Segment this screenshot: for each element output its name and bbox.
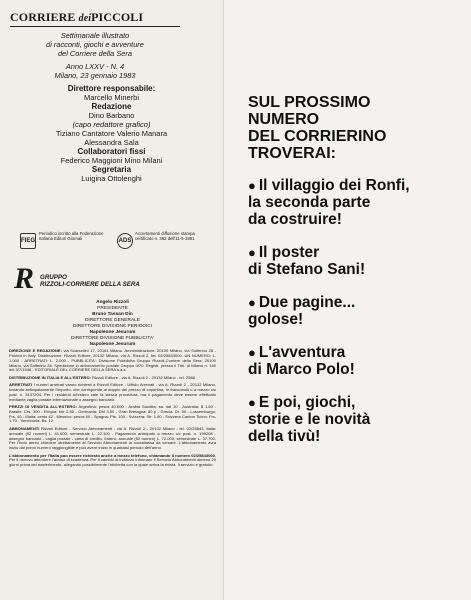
secretary-label: Segretaria xyxy=(91,165,132,174)
bullet-icon: ● xyxy=(248,395,256,410)
fieg-seal-icon: FIEG xyxy=(20,233,36,249)
magazine-subtitle xyxy=(10,31,180,58)
promo-line: di Marco Polo! xyxy=(248,361,355,378)
subtitle-line: Settimanale illustrato xyxy=(60,31,130,40)
title-main: CORRIERE xyxy=(10,10,76,24)
ads-seal-icon: ADS xyxy=(117,233,133,249)
promo-line: da costruire! xyxy=(248,211,342,228)
promo-line: storie e le novità xyxy=(248,411,371,428)
promo-line: golose! xyxy=(248,311,304,328)
person-role: DIRETTORE DIVISIONE PERIODICI xyxy=(72,324,153,329)
fine-text: Rizzoli Editore - via A. Rizzoli 2 - 20132 Milano - tel. 2588. xyxy=(92,374,197,380)
editor-name: Dino Barbano xyxy=(88,111,135,120)
publisher-block xyxy=(10,262,215,348)
fine-block xyxy=(9,405,216,424)
group-name xyxy=(40,274,140,288)
person-role: PRESIDENTE xyxy=(97,306,128,311)
fine-block xyxy=(9,349,216,373)
next-issue-promo xyxy=(248,94,460,461)
fine-heading: L'abbonamento per l'Italia puo essere richiesto anche a mezzo telefono, chiamando il numero 02/25843000. xyxy=(9,452,216,458)
headline-line: NUMERO xyxy=(248,111,320,128)
person-role: DIRETTORE DIVISIONE PUBBLICITA' xyxy=(70,336,155,341)
promo-item xyxy=(248,394,460,445)
secretary-name: Luigina Ottolenghi xyxy=(81,174,142,183)
fine-heading: DISTRIBUZIONE IN ITALIA E ALL'ESTERO: xyxy=(9,374,91,380)
headline-line: DEL CORRIERINO xyxy=(248,128,387,145)
director-label: Direttore responsabile: xyxy=(67,84,156,93)
promo-list xyxy=(248,177,460,445)
promo-item xyxy=(248,294,460,328)
fine-block xyxy=(9,383,216,402)
director-name: Marcello Minerbi xyxy=(83,93,140,102)
promo-item xyxy=(248,244,460,278)
fine-block xyxy=(9,454,216,469)
collaborators-label: Collaboratori fissi xyxy=(77,147,146,156)
fine-heading: PREZZI DI VENDITA ALL'ESTERO: xyxy=(9,403,77,409)
publisher-people xyxy=(10,300,215,348)
bullet-icon: ● xyxy=(248,295,256,310)
subtitle-line: di racconti, giochi e avventure xyxy=(46,40,144,49)
promo-line: E poi, giochi, xyxy=(258,394,356,411)
fine-block xyxy=(9,427,216,451)
promo-headline xyxy=(248,94,460,162)
headline-line: TROVERAI: xyxy=(248,145,336,162)
magazine-title xyxy=(10,10,180,27)
issue-info xyxy=(10,62,180,80)
promo-line: Il villaggio dei Ronfi, xyxy=(258,177,410,194)
registration-row xyxy=(20,229,210,257)
person-role: DIRETTORE GENERALE xyxy=(84,318,141,323)
issue-date: Milano, 23 gennaio 1983 xyxy=(54,71,136,80)
rizzoli-logo: R xyxy=(14,262,35,295)
editor-role: (capo redattore grafico) xyxy=(72,120,151,129)
promo-item xyxy=(248,177,460,228)
group-title: RIZZOLI-CORRIERE DELLA SERA xyxy=(40,281,140,288)
bullet-icon: ● xyxy=(248,245,256,260)
subtitle-line: del Corriere della Sera xyxy=(58,49,132,58)
person-name: Napoleone Jesurum xyxy=(89,342,136,347)
person-name: Bruno Tassan Din xyxy=(92,312,133,317)
fine-print xyxy=(9,349,216,471)
promo-line: Due pagine... xyxy=(258,294,356,311)
editors-line: Tiziano Cantatore Valerio Manara xyxy=(55,129,168,138)
headline-line: SUL PROSSIMO xyxy=(248,94,371,111)
left-page xyxy=(0,0,224,600)
fine-text: via Scarsellini 17, 20161 Milano. Amministrazione: 20100 Milano, via Solferino 28 - Printed in Italy. Distribuzione: Rizzoli Editore, 20132 Milano, via A. Rizzoli 2, tel. 02/25843000. UN NUMERO: L. 1.000 - ARRETRATI: L. 2.000 - PUBBLICITA': Divisione Pubblicita Gruppo Rizzoli-Corriere della Sera, 20100 Milano, via Solferino 28. Spedizione in abbonamento postale Gruppo II/70. Registr. presso il Trib. di Milano n. 140 del 3/7/1946 - EDITORIALE DEL CORRIERE DELLA SERA s.a.s. xyxy=(9,348,216,373)
masthead xyxy=(10,10,180,80)
editors-line: Alessandra Sala xyxy=(84,138,139,147)
fine-text: Rizzoli Editore - Servizio Abbonamenti - via A. Rizzoli 2 - 20132 Milano - tel. 02/25843. Italia: annuale (52 numeri) L. 41.600; semestrale L. 22.100 - Pagamento anticipato a mezzo c/c post. n. 199208 - assegno bancario - vaglia postale - carta di credito. Estero: annuale (52 numeri) L. 72.000; semestrale L. 37.700. Per l'invio aereo chiedere direttamente al Servizio Abbonamenti la sovrattassa da versare. L'abbonamento avra inizio dal primo numero raggiungibile e puo avere inizio in qualsiasi periodo dell'anno. xyxy=(9,425,216,451)
title-end: PICCOLI xyxy=(91,10,144,24)
promo-line: la seconda parte xyxy=(248,194,371,211)
group-label: GRUPPO xyxy=(40,274,67,281)
fine-block xyxy=(9,376,216,381)
promo-item xyxy=(248,344,460,378)
editorial-label: Redazione xyxy=(91,102,132,111)
promo-line: L'avventura xyxy=(258,344,346,361)
fine-heading: ABBONAMENTI xyxy=(9,425,40,431)
promo-line: di Stefano Sani! xyxy=(248,261,366,278)
bullet-icon: ● xyxy=(248,178,256,193)
collaborators-names: Federico Maggioni Mino Milani xyxy=(60,156,163,165)
fine-heading: DIREZIONE E REDAZIONE: xyxy=(9,348,62,353)
promo-line: Il poster xyxy=(258,244,320,261)
person-name: Napoleone Jesurum xyxy=(89,330,136,335)
title-small: dei xyxy=(78,13,92,24)
fine-text: Per il rinnovo attendere l'avviso di scadenza. Per il cambio di indirizzo informare il Servizio Abbonamenti almeno 20 giorni prima del trasferimento, allegando possibilmente l'etichetta con la quale arriva la rivista. Il servizio e gratuito. xyxy=(9,457,216,468)
ads-text: Accertamenti diffusione stampa certificato n. 362 dell'11-5-1981 xyxy=(135,231,195,241)
fine-text: I numeri arretrati vanno richiesti a Rizzoli Editore - Ufficio Arretrati - via A. Rizzoli 2 - 20132 Milano, inviando anticipatamente l'importo, che corrisponde al doppio del prezzo di copertina, in francobolli o a mezzo c/c post. n. 3137204. Per i residenti all'estero vale la stessa procedura, ma il pagamento deve essere effettuato mediante vaglia postale internazionale o assegno bancario. xyxy=(9,382,216,402)
fine-text: Argentina: pesos 40.000 - Arabia Saudita: sa. rial 10 - Australia: $ 1.60 - Brasile: Crs. 300 - Etiopia: birr 2.50 - Germania: DM 3.50 - Gran Bretagna: 80 p - Grecia: Dr. 90 - Lussemburgo: Frs. 40 - Malta: cents 42 - Messico: pesos 60 - Spagna: Pts. 100 - Svizzera: Sfr. 1.90 - Svizzera Canton Ticino: Frs. 1.70 - Venezuela: Bs. 12. xyxy=(9,403,216,424)
bullet-icon: ● xyxy=(248,345,256,360)
issue-number: Anno LXXV - N. 4 xyxy=(65,62,125,71)
staff-credits xyxy=(0,84,223,183)
person-name: Angelo Rizzoli xyxy=(96,300,129,305)
promo-line: della tivù! xyxy=(248,428,321,445)
fieg-text: Periodico iscritto alla Federazione Italiana Editori Giornali xyxy=(39,231,104,241)
fine-heading: ARRETRATI xyxy=(9,382,33,388)
